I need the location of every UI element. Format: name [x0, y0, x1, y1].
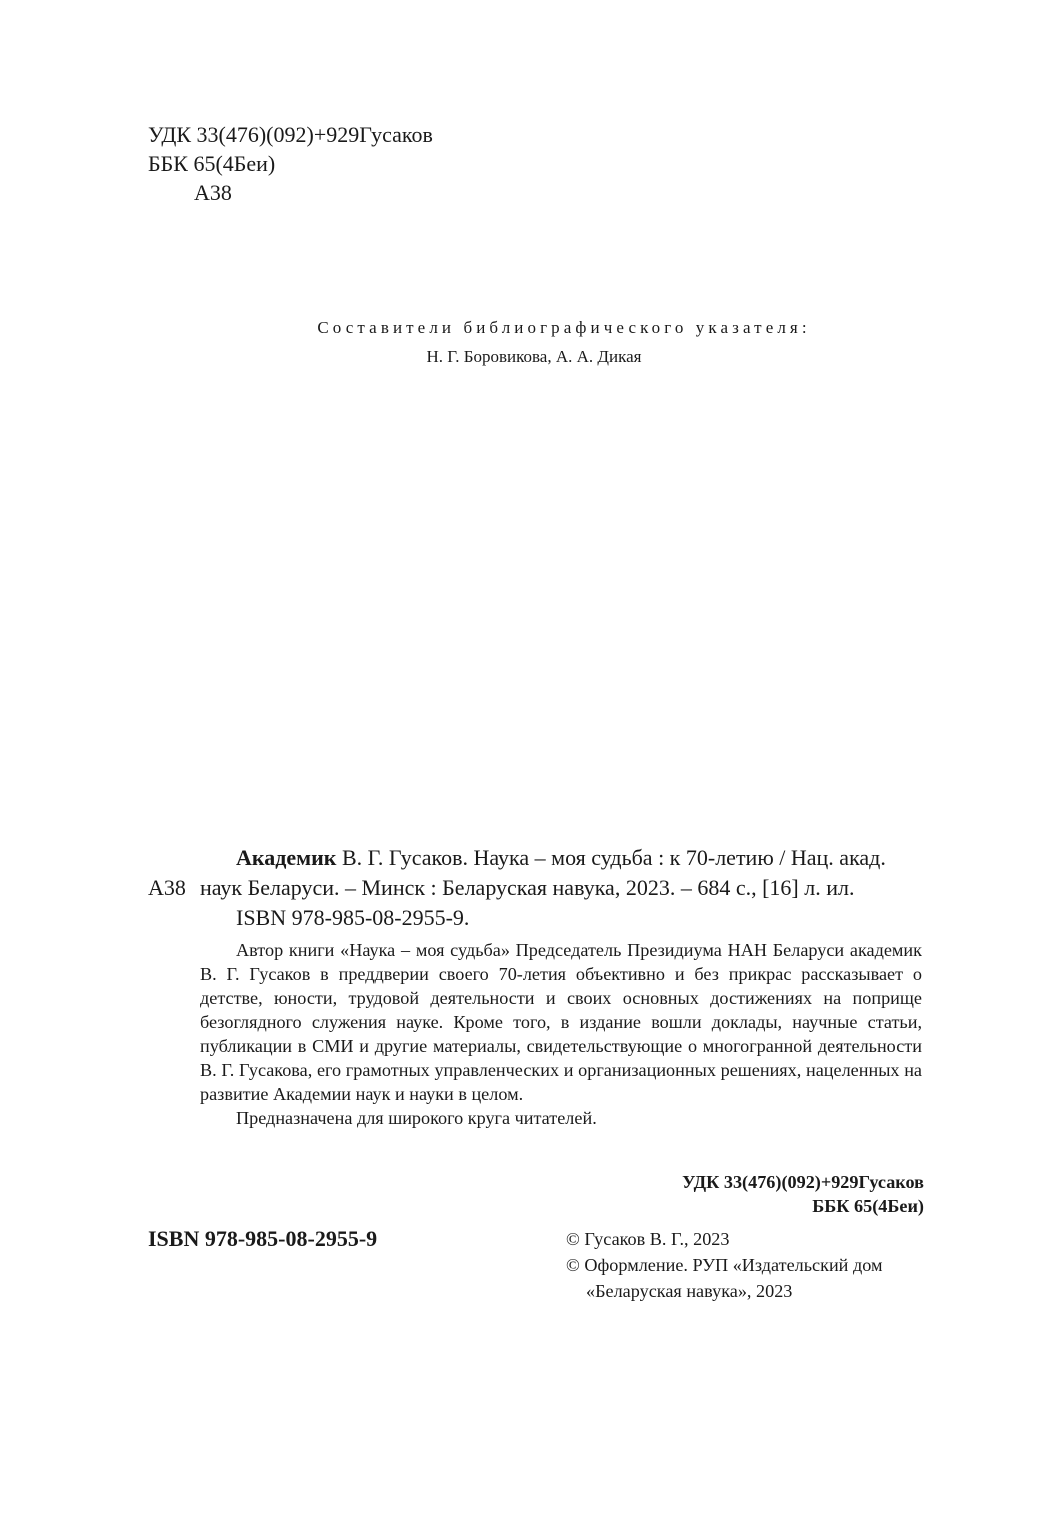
- compilers-block: [0, 313, 1058, 371]
- bibliographic-record: [148, 843, 924, 933]
- copyright-block: [566, 1226, 882, 1304]
- copyright-line-2: © Оформление. РУП «Издательский дом: [566, 1255, 883, 1275]
- biblio-title-bold: Академик: [236, 845, 337, 870]
- compilers-names: Н. Г. Боровикова, А. А. Дикая: [426, 347, 642, 366]
- top-classification-block: [148, 120, 433, 207]
- biblio-line-2-text: наук Беларуси. – Минск : Беларуская навука, 2023. – 684 с., [16] л. ил.: [200, 875, 855, 900]
- copyright-line-1: © Гусаков В. Г., 2023: [566, 1229, 730, 1249]
- author-sign: А38: [194, 180, 232, 205]
- abstract-block: [200, 938, 922, 1130]
- bbk-code: ББК 65(4Беи): [148, 151, 276, 176]
- compilers-heading: Составители библиографического указателя:: [317, 318, 811, 337]
- abstract-paragraph: Автор книги «Наука – моя судьба» Председатель Президиума НАН Беларуси академик В. Г. Гусаков в преддверии своего 70-летия объективно и без прикрас рассказывает о детстве, юности, трудовой деятельности и своих основных достижениях на поприще безоглядного служения науке. Кроме того, в издание вошли доклады, научные статьи, публикации в СМИ и другие материалы, свидетельствующие о многогранной деятельности В. Г. Гусакова, его грамотных управленческих и организационных решениях, нацеленных на развитие Академии наук и науки в целом.: [200, 940, 922, 1104]
- biblio-line-1-rest: В. Г. Гусаков. Наука – моя судьба : к 70-летию / Нац. акад.: [336, 845, 886, 870]
- bottom-udk-code: УДК 33(476)(092)+929Гусаков: [682, 1172, 924, 1192]
- biblio-line-1: [148, 843, 924, 873]
- biblio-isbn-line: ISBN 978-985-08-2955-9.: [236, 905, 470, 930]
- biblio-code: А38: [148, 875, 186, 900]
- udk-code: УДК 33(476)(092)+929Гусаков: [148, 122, 433, 147]
- intended-audience: Предназначена для широкого круга читателей.: [236, 1108, 597, 1128]
- biblio-line-2: [148, 873, 924, 903]
- isbn-number: ISBN 978-985-08-2955-9: [148, 1226, 378, 1251]
- copyright-line-3: «Беларуская навука», 2023: [586, 1281, 793, 1301]
- bottom-classification-block: [682, 1170, 924, 1218]
- bottom-bbk-code: ББК 65(4Беи): [812, 1196, 924, 1216]
